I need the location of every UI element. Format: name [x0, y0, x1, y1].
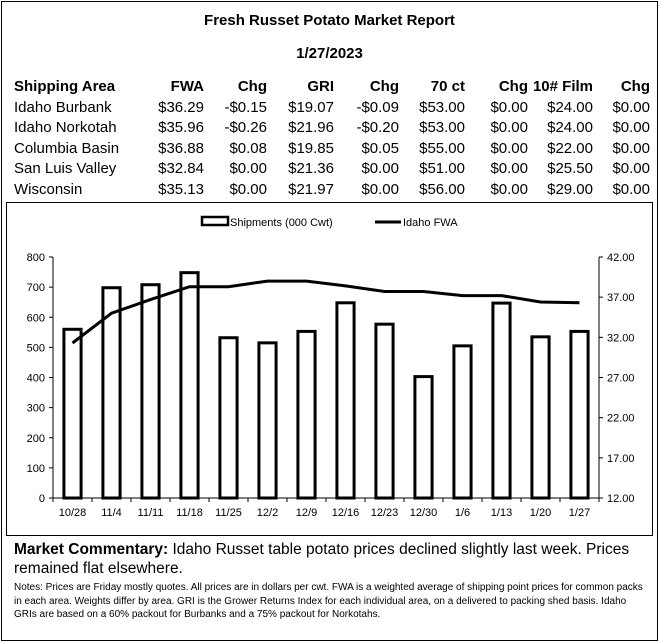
- y-tick-label: 800: [26, 252, 45, 264]
- price-cell: $51.00: [419, 160, 465, 178]
- price-cell: $0.00: [490, 180, 528, 198]
- price-cell: -$0.15: [224, 98, 267, 116]
- shipping-area-cell: Idaho Norkotah: [14, 119, 117, 137]
- legend-shipments-swatch: [202, 217, 228, 225]
- shipping-area-cell: San Luis Valley: [14, 160, 117, 178]
- price-cell: $36.88: [158, 139, 204, 157]
- y2-tick-label: 32.00: [607, 332, 635, 345]
- market-commentary: [14, 540, 650, 578]
- shipment-bar: [142, 285, 159, 498]
- y2-tick-label: 42.00: [607, 252, 635, 264]
- x-tick-label: 11/25: [215, 507, 242, 519]
- commentary-label: Market Commentary:: [14, 541, 169, 558]
- shipment-bar: [337, 303, 354, 498]
- price-cell: $0.00: [361, 160, 399, 178]
- shipment-bar: [298, 331, 315, 498]
- y2-tick-label: 27.00: [607, 372, 635, 385]
- shipping-area-cell: Wisconsin: [14, 180, 83, 198]
- shipment-bar: [181, 273, 198, 498]
- table-row: [14, 118, 650, 139]
- table-row: [14, 97, 650, 118]
- x-tick-label: 12/9: [295, 507, 318, 519]
- table-header-row: [14, 76, 650, 97]
- header-cell: Chg: [498, 78, 528, 95]
- x-tick-label: 1/6: [454, 507, 471, 519]
- price-cell: $24.00: [547, 119, 593, 137]
- price-cell: $0.00: [612, 180, 650, 198]
- price-cell: $32.84: [158, 160, 204, 178]
- price-cell: $35.96: [158, 119, 204, 137]
- price-cell: -$0.26: [224, 119, 267, 137]
- shipping-area-cell: Columbia Basin: [14, 139, 120, 157]
- price-cell: $0.00: [490, 98, 528, 116]
- price-cell: $25.50: [547, 160, 593, 178]
- price-cell: -$0.20: [356, 119, 399, 137]
- notes: Notes: Prices are Friday mostly quotes. All prices are in dollars per cwt. FWA is a weighted average of shipping point prices for common packs in each area. Weights differ by area. GRI is the Grower Returns Index for each individual area, on a delivered to packing shed basis. Idaho GRIs are based on a 60% packout for Burbanks and a 75% packout for Norkotahs.: [14, 582, 643, 620]
- header-cell: Chg: [369, 78, 399, 95]
- price-cell: $0.00: [229, 180, 267, 198]
- price-cell: $35.13: [158, 180, 204, 198]
- header-cell: 70 ct: [430, 78, 465, 95]
- x-tick-label: 10/28: [58, 507, 87, 519]
- commentary-text: Idaho Russet table potato prices declined slightly last week. Prices remained flat elsewhere.: [14, 541, 630, 577]
- legend-fwa-label: Idaho FWA: [403, 217, 458, 229]
- table-row: [14, 138, 650, 159]
- shipments-fwa-chart: [7, 203, 652, 535]
- y-tick-label: 500: [26, 342, 45, 355]
- header-cell: Chg: [237, 78, 267, 95]
- table-row: [14, 179, 650, 200]
- price-cell: $53.00: [419, 119, 465, 137]
- y2-tick-label: 17.00: [607, 452, 635, 465]
- y-tick-label: 600: [26, 312, 45, 325]
- price-cell: $0.00: [229, 160, 267, 178]
- x-tick-label: 11/11: [137, 507, 164, 519]
- y-tick-label: 400: [26, 372, 45, 385]
- price-cell: $0.00: [490, 160, 528, 178]
- price-cell: $36.29: [158, 98, 204, 116]
- y-tick-label: 100: [26, 462, 45, 475]
- report-date: 1/27/2023: [296, 45, 363, 62]
- shipment-bar: [571, 331, 588, 498]
- y-tick-label: 700: [26, 282, 45, 295]
- header-cell: Chg: [620, 78, 650, 95]
- header-cell: 10# Film: [532, 78, 593, 95]
- shipment-bar: [376, 324, 393, 498]
- header-cell: GRI: [307, 78, 334, 95]
- shipment-bar: [454, 346, 471, 498]
- x-tick-label: 12/16: [331, 507, 360, 519]
- price-cell: $21.96: [288, 119, 334, 137]
- price-cell: $0.00: [612, 98, 650, 116]
- shipment-bar: [64, 329, 81, 498]
- price-cell: $24.00: [547, 98, 593, 116]
- x-tick-label: 11/4: [101, 507, 122, 519]
- price-cell: $22.00: [547, 139, 593, 157]
- shipping-area-cell: Idaho Burbank: [14, 98, 112, 116]
- x-tick-label: 11/18: [176, 507, 203, 519]
- y-tick-label: 300: [26, 402, 45, 415]
- x-tick-label: 1/20: [529, 507, 552, 519]
- y-tick-label: 0: [38, 493, 45, 505]
- shipment-bar: [220, 338, 237, 498]
- price-cell: $21.97: [288, 180, 334, 198]
- price-cell: $0.00: [490, 139, 528, 157]
- price-cell: $21.36: [288, 160, 334, 178]
- shipment-bar: [532, 337, 549, 498]
- shipment-bar: [259, 343, 276, 498]
- x-tick-label: 1/27: [568, 507, 591, 519]
- y2-tick-label: 22.00: [607, 412, 635, 425]
- price-cell: $0.00: [612, 139, 650, 157]
- price-cell: $0.00: [612, 160, 650, 178]
- price-cell: $0.05: [361, 139, 399, 157]
- price-cell: $0.00: [612, 119, 650, 137]
- y-tick-label: 200: [26, 432, 45, 445]
- price-cell: $19.07: [288, 98, 334, 116]
- price-cell: $0.00: [361, 180, 399, 198]
- x-tick-label: 12/30: [409, 507, 438, 519]
- price-cell: $56.00: [419, 180, 465, 198]
- x-tick-label: 1/13: [490, 507, 513, 519]
- price-cell: $0.00: [490, 119, 528, 137]
- price-cell: $0.08: [229, 139, 267, 157]
- price-cell: -$0.09: [356, 98, 399, 116]
- y2-tick-label: 12.00: [607, 493, 635, 505]
- shipment-bar: [493, 303, 510, 498]
- header-cell: FWA: [170, 78, 204, 95]
- price-cell: $29.00: [547, 180, 593, 198]
- price-cell: $19.85: [288, 139, 334, 157]
- table-row: [14, 159, 650, 180]
- y2-tick-label: 37.00: [607, 292, 635, 305]
- price-cell: $53.00: [419, 98, 465, 116]
- x-tick-label: 12/2: [256, 507, 279, 519]
- header-cell: Shipping Area: [14, 78, 116, 95]
- report-title: Fresh Russet Potato Market Report: [204, 12, 455, 29]
- x-tick-label: 12/23: [370, 507, 399, 519]
- price-table: [14, 76, 650, 200]
- price-cell: $55.00: [419, 139, 465, 157]
- legend-shipments-label: Shipments (000 Cwt): [230, 217, 333, 229]
- shipment-bar: [415, 377, 432, 498]
- chart-panel: [6, 202, 653, 536]
